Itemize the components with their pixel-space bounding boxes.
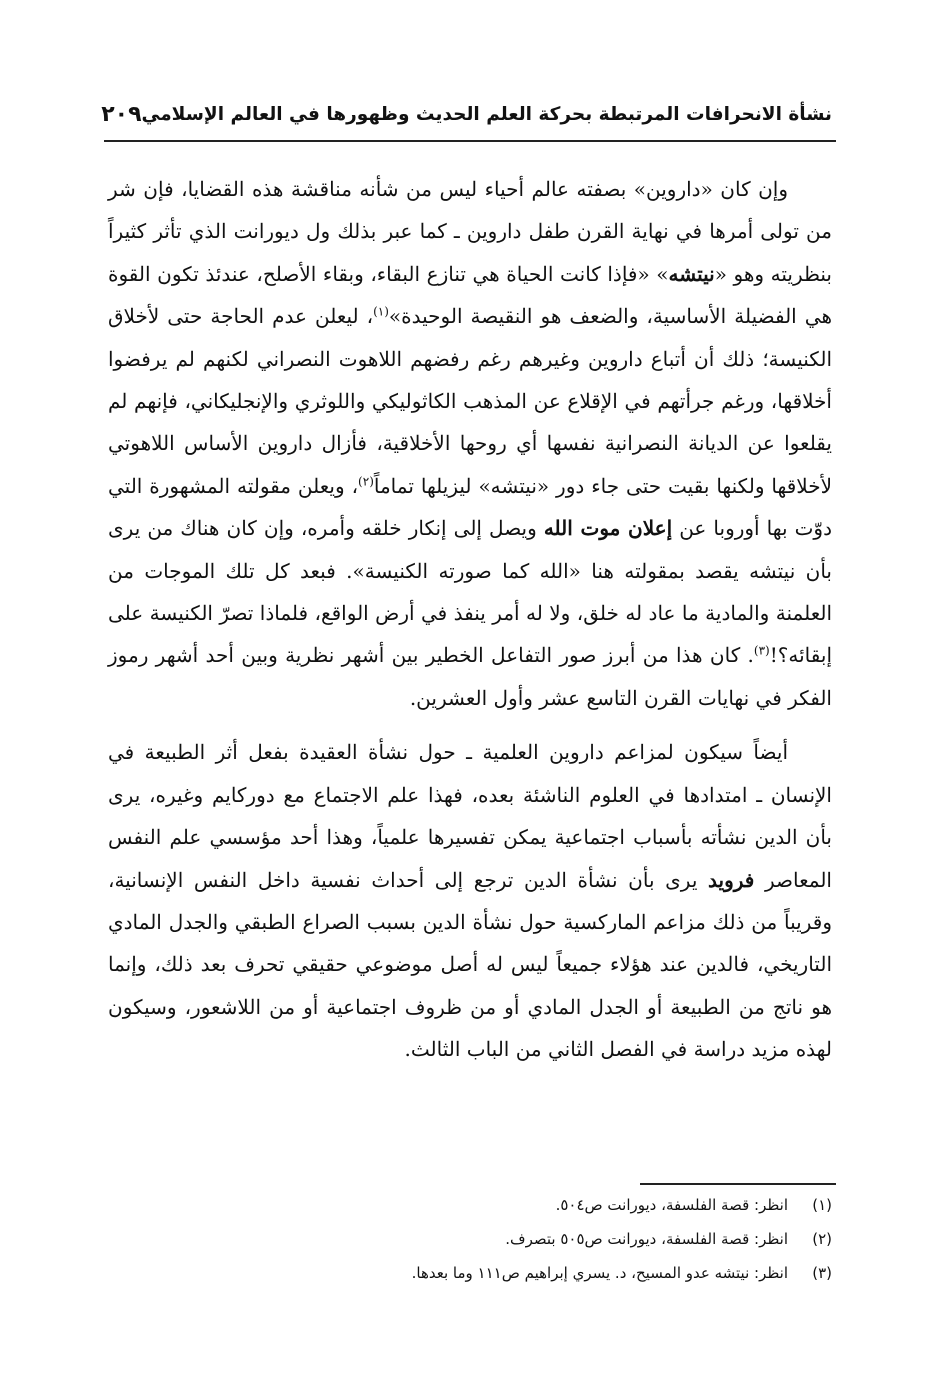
paragraph-text: ويصل إلى إنكار خلقه وأمره، وإن كان هناك من يرى بأن نيتشه يقصد بمقولته هنا «الله كما صورته الكنيسة». فبعد كل تلك الموجات من العلمنة والمادية ما عاد له خلق، ولا له أمر ينفذ في أرض الواقع، فلماذا تصرّ الكنيسة على إبقائه؟! xyxy=(108,516,833,668)
footnote-1 xyxy=(108,1196,832,1230)
header-title: نشأة الانحرافات المرتبطة بحركة العلم الحديث وظهورها في العالم الإسلامي xyxy=(141,103,832,125)
bold-phrase: إعلان موت الله xyxy=(543,516,673,541)
paragraph-text: ، ويعلن مقولته المشهورة التي دوّت بها أوروبا عن xyxy=(108,473,832,541)
footnote-text: انظر: نيتشه عدو المسيح، د. يسري إبراهيم ص١١١ وما بعدها. xyxy=(411,1264,788,1282)
footnote-number: (١) xyxy=(812,1196,832,1214)
footnotes xyxy=(108,1196,832,1298)
footnote-text: انظر: قصة الفلسفة، ديورانت ص٥٠٤. xyxy=(555,1196,788,1214)
footnote-reference-2: (٢) xyxy=(358,474,374,489)
header-divider xyxy=(104,140,836,142)
running-header xyxy=(101,96,832,132)
page-number: ٢٠٩ xyxy=(101,101,142,127)
paragraph-text: . كان هذا من أبرز صور التفاعل الخطير بين أشهر نظرية وبين أحد أشهر رموز الفكر في نهايات القرن التاسع عشر وأول العشرين. xyxy=(108,643,832,710)
bold-term-nietzsche: نيتشه xyxy=(668,261,715,286)
footnote-reference-3: (٣) xyxy=(753,643,770,658)
footnote-reference-1: (١) xyxy=(373,304,389,319)
paragraph-text: » «فإذا كانت الحياة هي تنازع البقاء، وبقاء الأصلح، عندئذ تكون القوة هي الفضيلة الأساسية، والضعف هو النقيصة الوحيدة» xyxy=(108,261,832,329)
paragraph-text: ، ليعلن عدم الحاجة حتى لأخلاق الكنيسة؛ ذلك أن أتباع داروين وغيرهم رغم رفضهم اللاهوت النصراني لكنهم لم يرفضوا أخلاقها، ورغم جرأتهم في الإقلاع عن المذهب الكاثوليكي واللوثري والإنجليكاني، فإنهم لم يقلعوا عن الديانة النصرانية نفسها أي روحها الأخلاقية، فأزال داروين الأساس اللاهوتي لأخلاقها ولكنها بقيت حتى جاء دور «نيتشه» ليزيلها تماماً xyxy=(108,304,832,498)
paragraph-1 xyxy=(108,168,832,719)
paragraph-2 xyxy=(108,731,832,1070)
footnote-text: انظر: قصة الفلسفة، ديورانت ص٥٠٥ بتصرف. xyxy=(505,1230,788,1248)
footnote-number: (٣) xyxy=(812,1264,832,1282)
footnote-divider xyxy=(640,1183,836,1185)
footnote-number: (٢) xyxy=(812,1230,832,1248)
paragraph-text: يرى بأن نشأة الدين ترجع إلى أحداث نفسية داخل النفس الإنسانية، وقريباً من ذلك مزاعم الماركسية حول نشأة الدين بسبب الصراع الطبقي والجدل المادي التاريخي، فالدين عند هؤلاء جميعاً ليس له أصل موضوعي حقيقي تحرف بعد ذلك، وإنما هو ناتج من الطبيعة أو الجدل المادي أو من ظروف اجتماعية أو من اللاشعور، وسيكون لهذه مزيد دراسة في الفصل الثاني من الباب الثالث. xyxy=(108,867,832,1062)
bold-term-freud: فرويد xyxy=(708,867,755,892)
footnote-2 xyxy=(108,1230,832,1264)
paragraph-text: وإن كان «داروين» بصفته عالم أحياء ليس من شأنه مناقشة هذه القضايا، فإن شر من تولى أمرها في نهاية القرن طفل داروين ـ كما عبر بذلك ول ديورانت الذي تأثر كثيراً بنظريته وهو « xyxy=(108,177,832,286)
footnote-3 xyxy=(108,1264,832,1298)
paragraph-text: أيضاً سيكون لمزاعم داروين العلمية ـ حول نشأة العقيدة بفعل أثر الطبيعة في الإنسان ـ امتدادها في العلوم الناشئة بعده، فهذا علم الاجتماع مع دوركايم وغيره، يرى بأن الدين نشأته بأسباب اجتماعية يمكن تفسيرها علمياً، وهذا أحد مؤسسي علم النفس المعاصر xyxy=(108,740,832,892)
body-text xyxy=(108,168,832,1071)
